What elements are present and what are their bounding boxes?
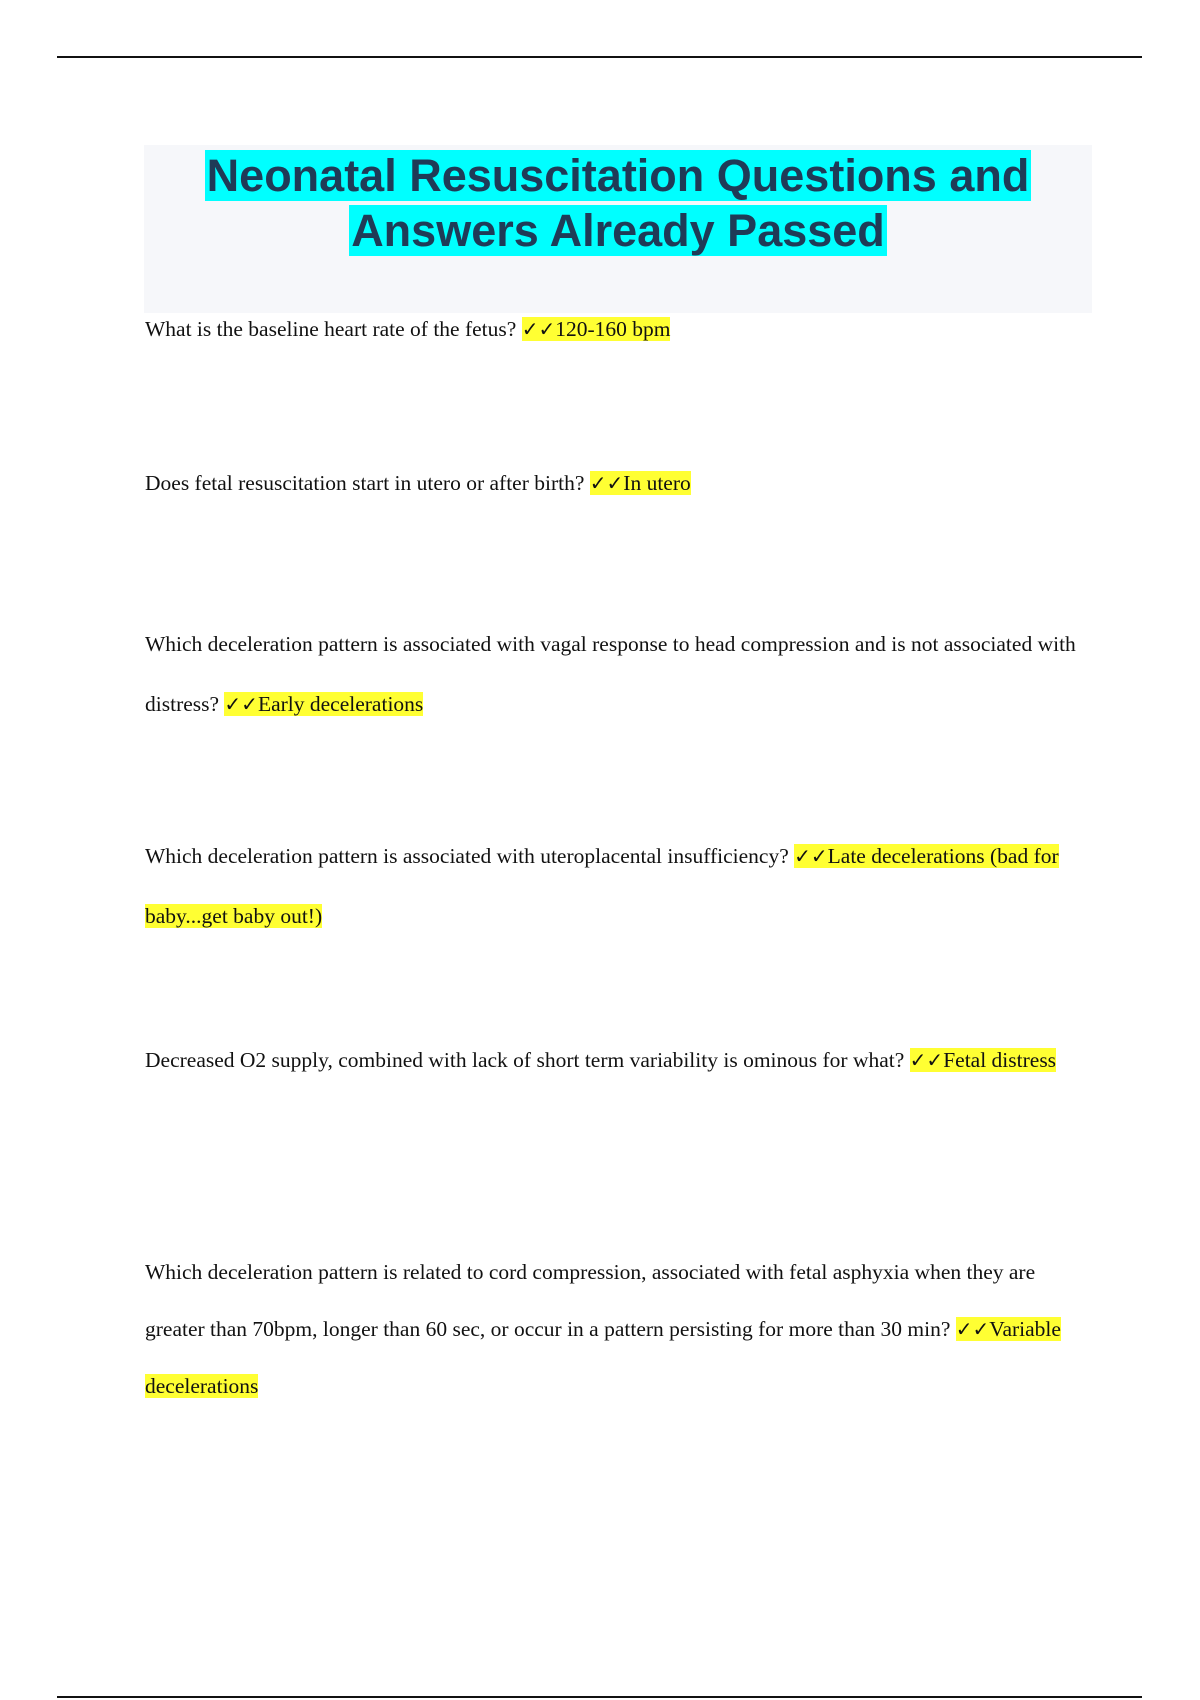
qa-item-5 — [145, 1030, 1085, 1090]
check-icon: ✓✓ — [224, 692, 258, 716]
footer-rule — [57, 1696, 1142, 1698]
question-text: What is the baseline heart rate of the fetus? — [145, 317, 517, 341]
answer-text: 120-160 bpm — [555, 317, 671, 341]
qa-item-6 — [145, 1244, 1085, 1415]
qa-item-3 — [145, 614, 1085, 734]
question-text: Which deceleration pattern is associated with uteroplacental insufficiency? — [145, 844, 789, 868]
qa-item-2 — [145, 466, 1085, 500]
answer-highlight — [910, 1048, 1056, 1072]
answer-highlight — [590, 471, 691, 495]
question-text: Which deceleration pattern is associated with vagal response to head compression and is not associated with distress? — [145, 632, 1076, 716]
check-icon: ✓✓ — [589, 471, 624, 495]
check-icon: ✓✓ — [955, 1317, 990, 1341]
question-text: Decreased O2 supply, combined with lack of short term variability is ominous for what? — [145, 1048, 905, 1072]
document-title-text: Neonatal Resuscitation Questions and Answers Already Passed — [206, 150, 1030, 256]
question-text: Does fetal resuscitation start in utero or after birth? — [145, 471, 585, 495]
title-box — [144, 145, 1092, 313]
answer-text: Fetal distress — [943, 1048, 1057, 1072]
check-icon: ✓✓ — [794, 844, 828, 868]
answer-text: Early decelerations — [257, 692, 424, 716]
qa-item-1 — [145, 312, 1085, 346]
check-icon: ✓✓ — [909, 1048, 944, 1072]
document-title — [144, 145, 1092, 258]
question-text: Which deceleration pattern is related to cord compression, associated with fetal asphyxia when they are greater than 70bpm, longer than 60 sec, or occur in a pattern persisting for more than 30 min? — [145, 1260, 1036, 1341]
answer-text: In utero — [623, 471, 691, 495]
answer-text: Variable decelerations — [145, 1317, 1061, 1398]
qa-item-4 — [145, 826, 1085, 946]
header-rule — [57, 56, 1142, 58]
answer-highlight — [224, 692, 423, 716]
answer-text: Late decelerations (bad for baby...get baby out!) — [145, 844, 1059, 928]
check-icon: ✓✓ — [521, 317, 556, 341]
answer-highlight — [522, 317, 671, 341]
